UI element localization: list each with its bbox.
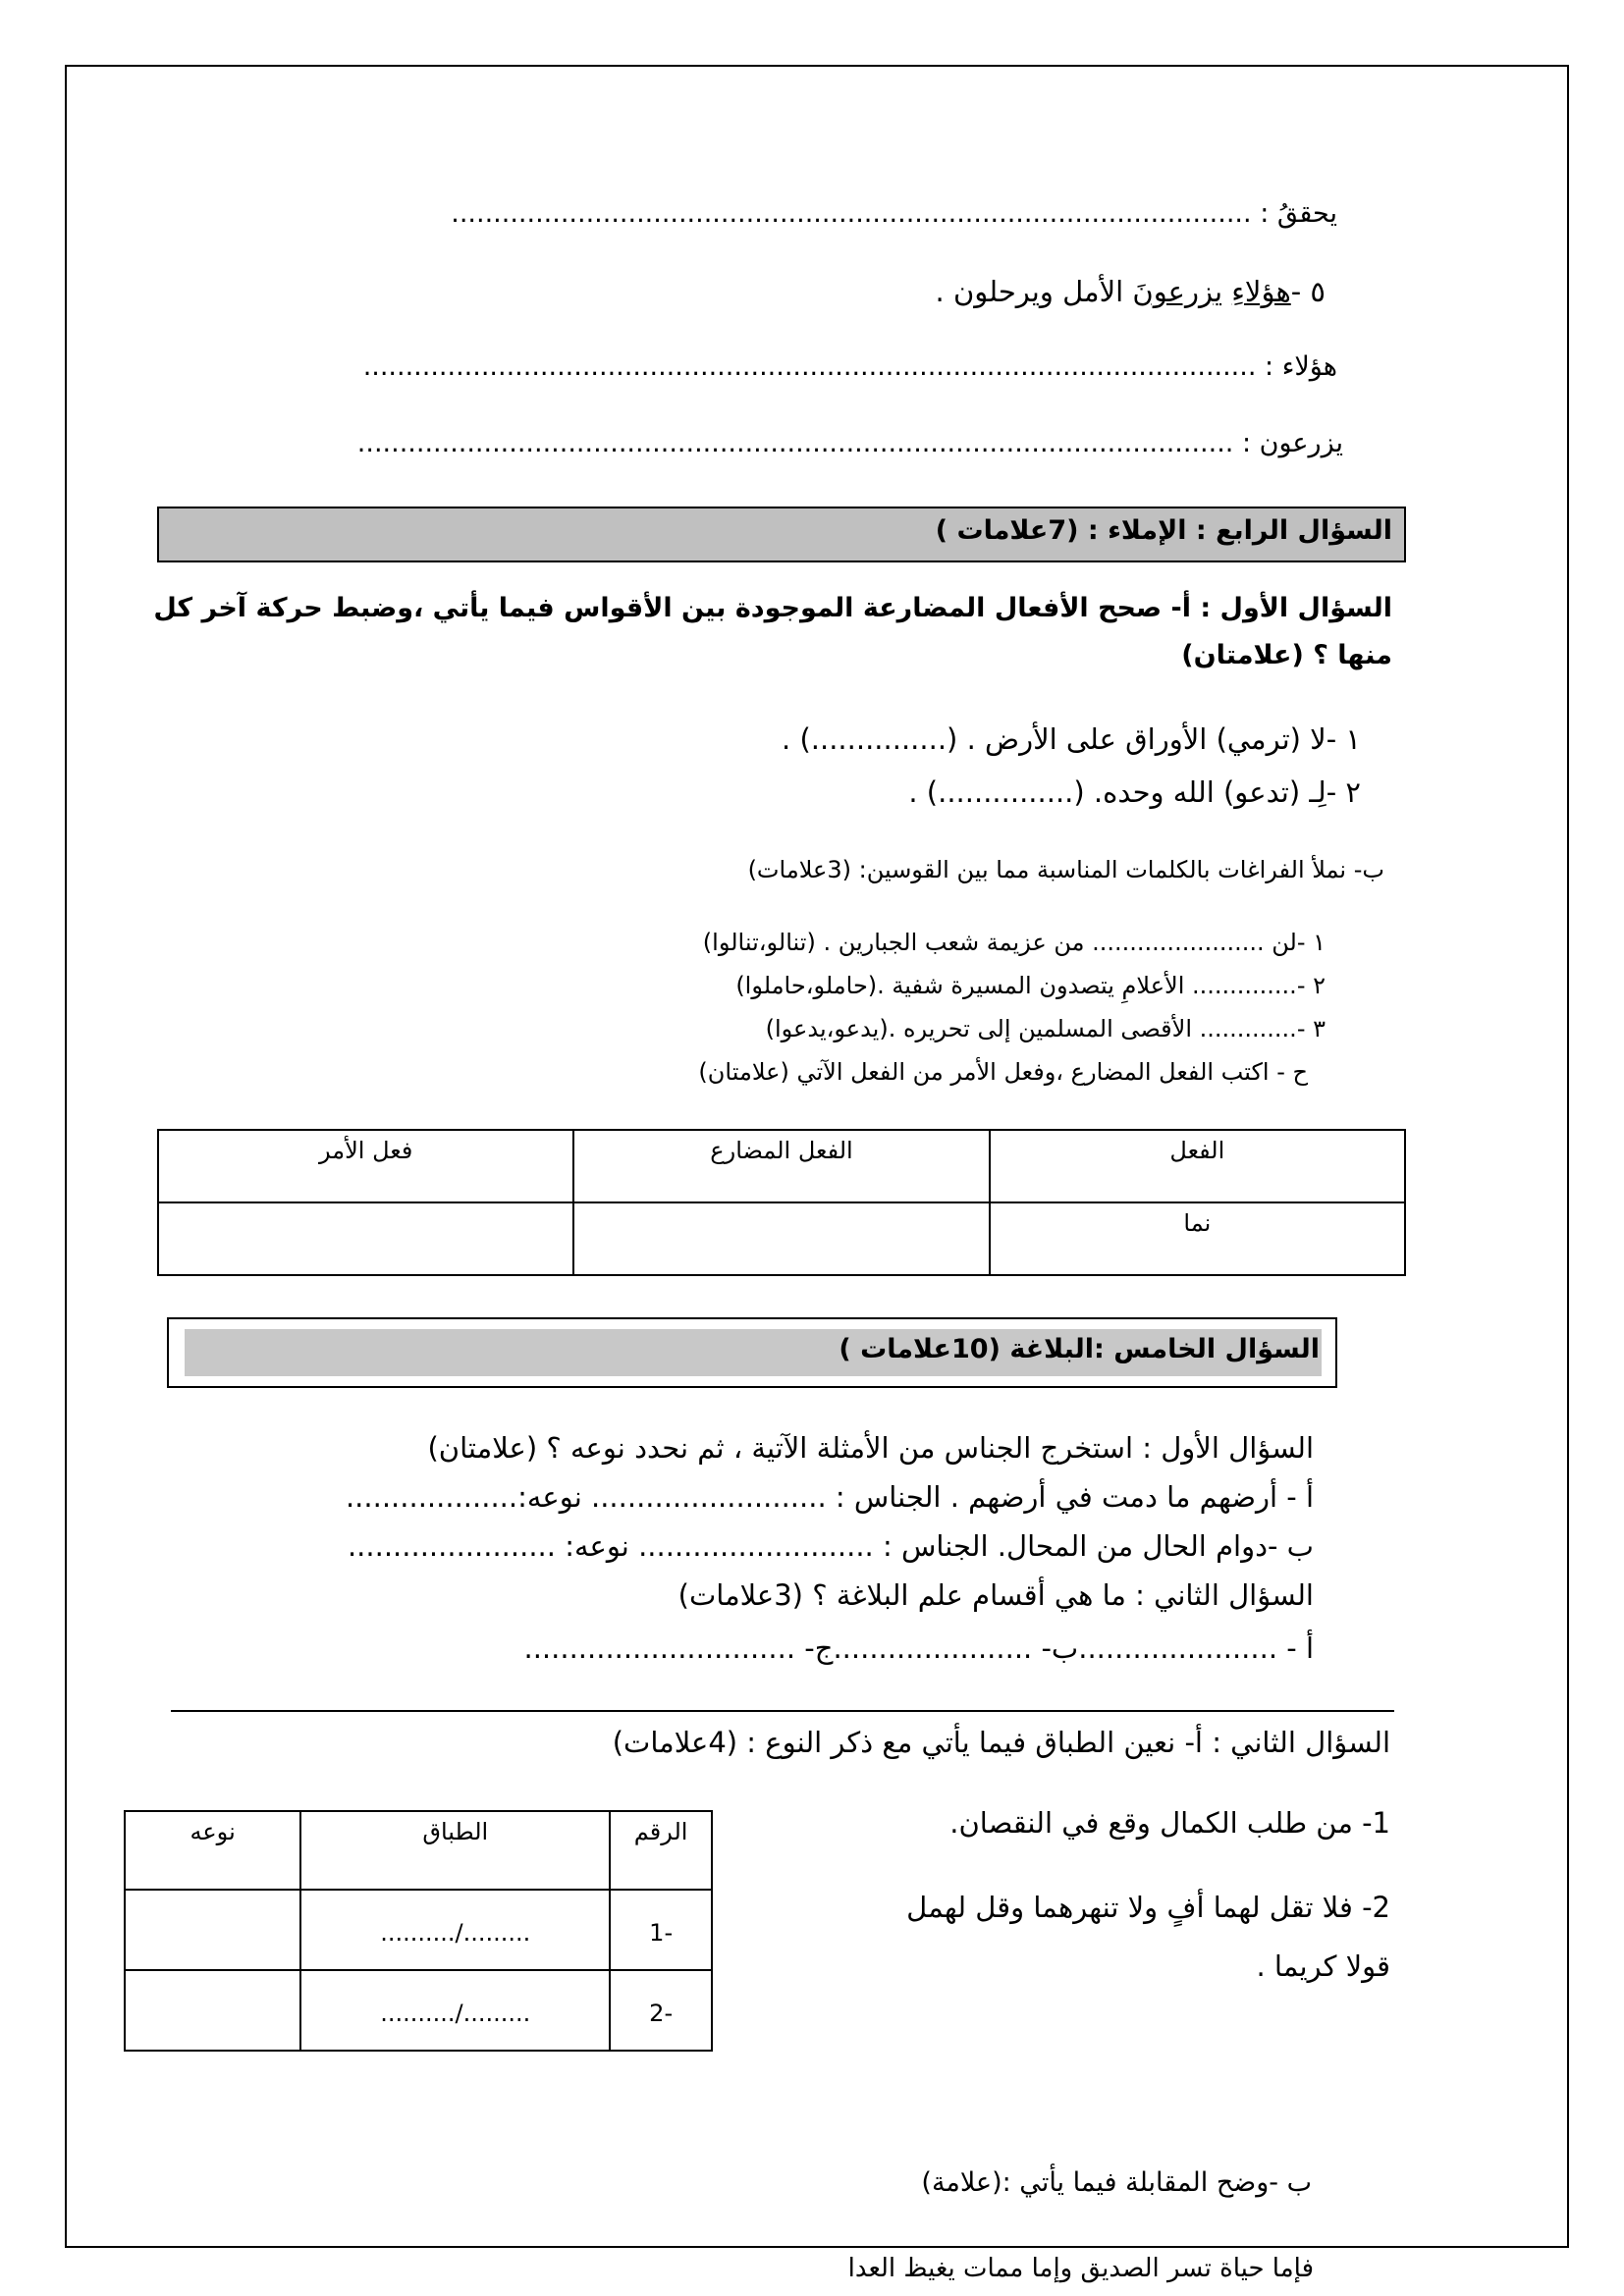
antithesis-table-cell[interactable]: ........./..........	[300, 1970, 610, 2051]
verb-table-header: الفعل	[990, 1130, 1405, 1202]
item5-sentence: ٥ -هؤلاءِ يزرعونَ الأمل ويرحلون .	[935, 275, 1326, 308]
section5-s2-line2: قولا كريما .	[1256, 1949, 1390, 1983]
item5-answer-line-1: هؤلاء : ..........................................................................................................	[362, 351, 1337, 382]
section4-b3: ٣ -............. الأقصى المسلمين إلى تحريره .(يدعو،يدعوا)	[765, 1015, 1326, 1042]
verb-table	[157, 1129, 1406, 1276]
antithesis-table-cell: -1	[610, 1890, 712, 1970]
verb-table-header: الفعل المضارع	[573, 1130, 989, 1202]
antithesis-table-header: الطباق	[300, 1811, 610, 1890]
verb-table-cell[interactable]	[573, 1202, 989, 1275]
antithesis-table	[124, 1810, 713, 2052]
section4-q1-line1: السؤال الأول : أ- صحح الأفعال المضارعة الموجودة بين الأقواس فيما يأتي ،وضبط حركة آخر كل	[153, 593, 1392, 623]
section5-q2: السؤال الثاني : ما هي أقسام علم البلاغة ؟ (3علامات)	[677, 1578, 1314, 1612]
section4-a2: ٢ -لِـ (تدعو) الله وحده. (...............) .	[908, 775, 1361, 809]
divider	[171, 1710, 1394, 1712]
section4-c-title: ح - اكتب الفعل المضارع ،وفعل الأمر من الفعل الآتي (علامتان)	[698, 1058, 1308, 1086]
section4-q1-line2: منها ؟ (علامتان)	[1181, 640, 1392, 670]
section4-a1: ١ -لا (ترمي) الأوراق على الأرض . (...............) .	[782, 722, 1361, 756]
section4-b2: ٢ -.............. الأعلامِ يتصدون المسيرة شفية .(حاملو،حاملوا)	[735, 972, 1326, 999]
section5-s1: 1- من طلب الكمال وقع في النقصان.	[949, 1806, 1390, 1840]
antithesis-table-cell[interactable]	[125, 1970, 300, 2051]
verb-table-cell[interactable]	[158, 1202, 573, 1275]
section5-q3: السؤال الثاني : أ- نعين الطباق فيما يأتي مع ذكر النوع : (4علامات)	[612, 1726, 1390, 1759]
verb-table-cell: نما	[990, 1202, 1405, 1275]
section5-q1a: أ - أرضهم ما دمت في أرضهم . الجناس : .......................... نوعه:...................	[345, 1480, 1314, 1514]
section5-q1: السؤال الأول : استخرج الجناس من الأمثلة الآتية ، ثم نحدد نوعه ؟ (علامتان)	[427, 1431, 1314, 1465]
item4-answer-line: يحققُ : ...............................................................................................	[451, 198, 1337, 229]
section5-q2-line: أ - ......................ب- ......................ج- ..............................	[523, 1631, 1314, 1665]
antithesis-table-header: نوعه	[125, 1811, 300, 1890]
antithesis-table-header: الرقم	[610, 1811, 712, 1890]
section5-s2-line1: 2- فلا تقل لهما أفٍ ولا تنهرهما وقل لهمل	[906, 1891, 1390, 1924]
antithesis-table-cell: -2	[610, 1970, 712, 2051]
item5-answer-line-2: يزرعون : ........................................................................................................	[356, 428, 1343, 458]
section4-title: السؤال الرابع : الإملاء : (7علامات )	[935, 515, 1392, 546]
verb-table-header: فعل الأمر	[158, 1130, 573, 1202]
section5-title: السؤال الخامس :البلاغة (10علامات )	[839, 1334, 1320, 1364]
antithesis-table-cell[interactable]	[125, 1890, 300, 1970]
section5-b-title: ب -وضح المقابلة فيما يأتي :(علامة)	[921, 2167, 1312, 2198]
antithesis-table-cell[interactable]: ........./..........	[300, 1890, 610, 1970]
section5-verse: فإما حياة تسر الصديق وإما ممات يغيظ العدا	[847, 2254, 1314, 2283]
section4-b1: ١ -لن ....................... من عزيمة شعب الجبارين . (تنالو،تنالوا)	[702, 929, 1326, 956]
section5-q1b: ب -دوام الحال من المحال. الجناس : .......................... نوعه: .......................	[347, 1529, 1314, 1563]
section4-b-title: ب- نملأ الفراغات بالكلمات المناسبة مما بين القوسين: (3علامات)	[747, 856, 1384, 883]
